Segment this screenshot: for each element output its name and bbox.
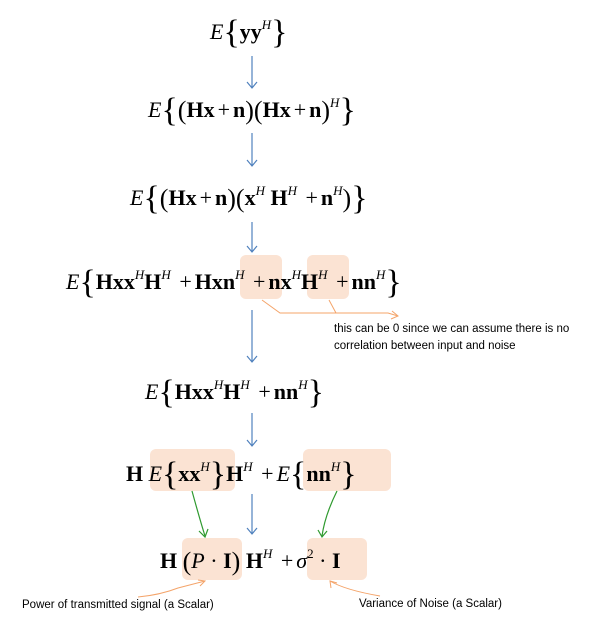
callout-line-signal-power [138,581,205,597]
equation-step-7: H (P · I) $H^H + \sigma^2 \cdot I$ [160,546,341,576]
green-arrow-noise [322,491,337,536]
callout-line-noise-variance [330,581,380,596]
equation-step-3: $E\{(Hx + n)(x^H$ $H^H + n^H$)} [130,180,368,217]
equation-step-1: $E\{yy^H\}$ [210,14,288,51]
annotation-noise-variance: Variance of Noise (a Scalar) [359,598,502,610]
equation-step-4: $E\{Hxx^HH^H + Hxn^H + nx^HH^H + nn^H\}$ [66,264,402,301]
annotation-cross-terms-line-1: this can be 0 since we can assume there is no [334,323,570,335]
annotation-cross-terms-line-2: correlation between input and noise [334,340,516,352]
callout-line-cross-terms-2 [329,300,336,313]
equation-step-2: $E\{(Hx + n)(Hx + n)^H\}$ [148,92,356,129]
equation-step-6: H $E\{xx^H\}H^H + E\{nn^H\}$ [126,456,357,493]
green-arrow-signal [192,491,205,536]
annotation-signal-power: Power of transmitted signal (a Scalar) [22,599,214,611]
equation-step-5: $E\{Hxx^HH^H + nn^H\}$ [145,374,324,411]
